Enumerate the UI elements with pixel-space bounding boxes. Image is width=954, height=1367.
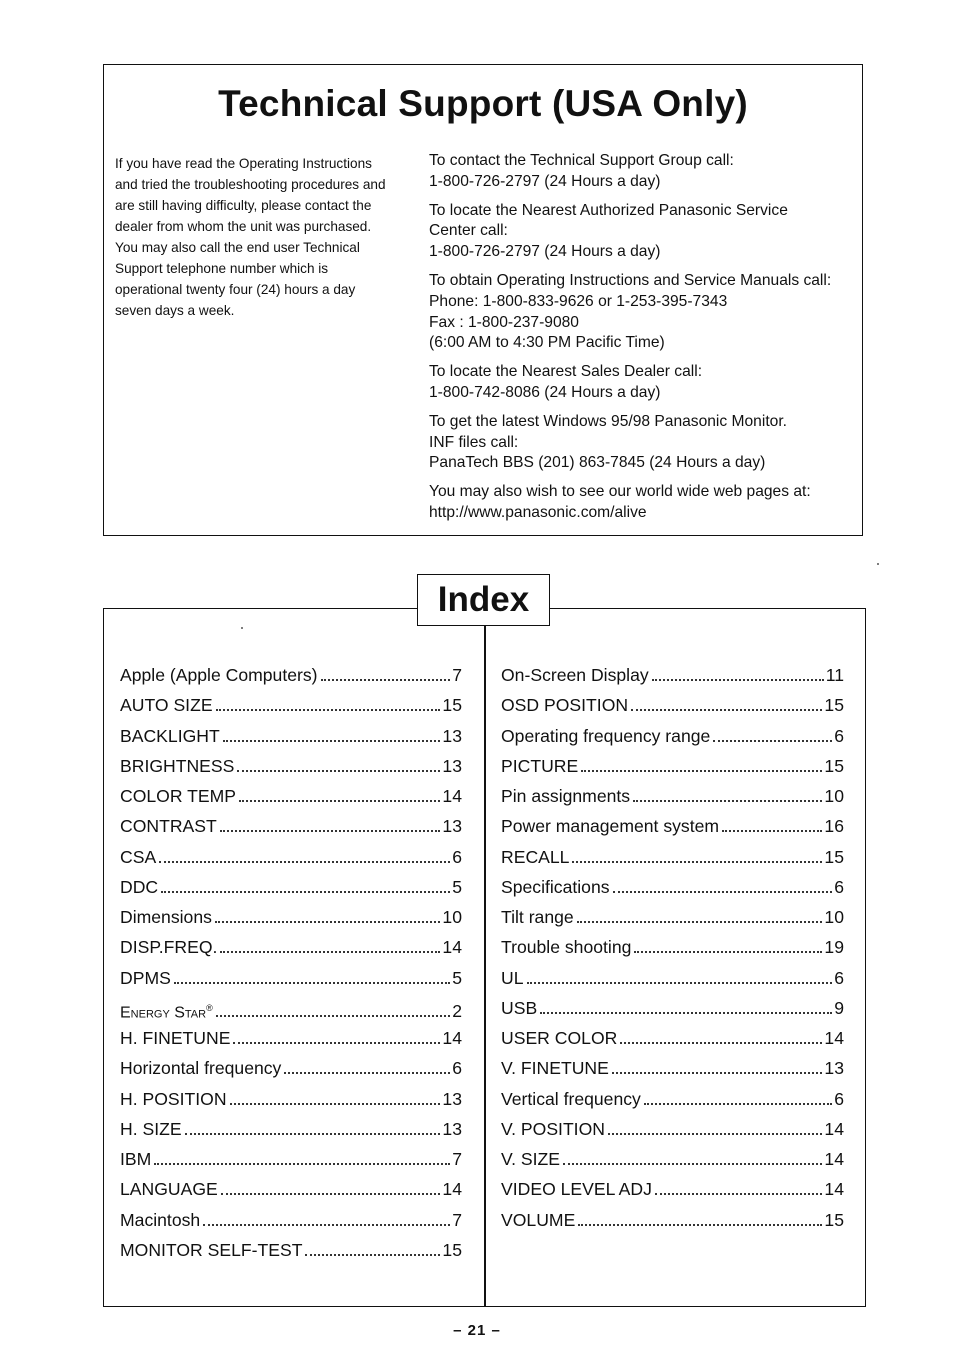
- index-term: [501, 963, 524, 993]
- index-term: [501, 872, 610, 902]
- index-term: [120, 1235, 302, 1265]
- index-page-number: 15: [824, 1209, 844, 1230]
- index-page-number: 14: [442, 786, 462, 806]
- dot-leader: [634, 951, 822, 953]
- dot-leader: [154, 1163, 450, 1165]
- dot-leader: [652, 679, 824, 681]
- index-term-text: Vertical frequency: [501, 1088, 641, 1109]
- index-entry: [501, 751, 844, 781]
- contact-line: http://www.panasonic.com/alive: [429, 503, 647, 521]
- index-page-number: 7: [452, 1209, 462, 1230]
- contact-line: (6:00 AM to 4:30 PM Pacific Time): [429, 334, 665, 352]
- index-term: [501, 751, 578, 781]
- index-entry: [501, 1114, 844, 1144]
- dot-leader: [613, 891, 833, 893]
- intro-line: You may also call the end user Technical: [115, 240, 360, 255]
- dot-leader: [572, 861, 822, 863]
- contact-line: You may also wish to see our world wide web pages at:: [429, 483, 811, 501]
- index-term-text: Apple (Apple Computers): [120, 665, 318, 685]
- index-entry: [501, 842, 844, 872]
- index-page-number: 13: [442, 755, 462, 776]
- index-entry: [120, 1053, 462, 1083]
- index-term: [501, 1174, 652, 1204]
- dot-leader: [216, 709, 441, 711]
- index-entry: [501, 1053, 844, 1083]
- index-term-text: UL: [501, 967, 524, 988]
- index-term: [120, 1053, 281, 1083]
- index-term: [120, 721, 220, 751]
- index-entry: [501, 993, 844, 1023]
- index-term-text: COLOR TEMP: [120, 786, 237, 806]
- dot-leader: [161, 891, 450, 893]
- dot-leader: [321, 679, 451, 681]
- dot-leader: [633, 800, 822, 802]
- index-entry: [501, 872, 844, 902]
- index-term-text: AUTO SIZE: [120, 695, 213, 716]
- contact-line: 1-800-726-2797 (24 Hours a day): [429, 243, 661, 261]
- dot-leader: [174, 982, 450, 984]
- index-entry: [120, 872, 462, 902]
- index-term-text: V. FINETUNE: [501, 1058, 609, 1079]
- index-term-text: H. POSITION: [120, 1088, 227, 1109]
- index-page-number: 5: [452, 876, 462, 897]
- index-term-text: V. POSITION: [501, 1118, 605, 1139]
- contact-block: [429, 151, 859, 193]
- index-term: [120, 842, 156, 872]
- index-entry: [501, 1023, 844, 1053]
- index-entry: [501, 721, 844, 751]
- index-term-text: Operating frequency range: [501, 725, 711, 746]
- dot-leader: [230, 1103, 441, 1105]
- index-term: [120, 902, 212, 932]
- index-term-text: V. SIZE: [501, 1149, 561, 1169]
- index-term: [501, 1114, 605, 1144]
- index-term-text: CONTRAST: [120, 816, 217, 837]
- index-term: [501, 842, 569, 872]
- index-page-number: 6: [452, 846, 462, 867]
- dot-leader: [203, 1224, 450, 1226]
- index-entry: [501, 1205, 844, 1235]
- index-page-number: 10: [442, 907, 462, 927]
- dot-leader: [722, 830, 822, 832]
- index-page-number: 6: [834, 876, 844, 897]
- index-page-number: 15: [824, 846, 844, 867]
- intro-line: are still having difficulty, please contact the: [115, 198, 372, 213]
- dot-leader: [644, 1103, 832, 1105]
- index-entry: [120, 1144, 462, 1174]
- index-page-number: 6: [834, 967, 844, 988]
- index-entry: [120, 993, 462, 1023]
- index-entry: [120, 963, 462, 993]
- index-page-number: 5: [452, 967, 462, 988]
- index-term: [501, 660, 649, 690]
- index-term-text: Energy Star: [120, 1004, 207, 1022]
- dot-leader: [223, 740, 441, 742]
- index-page-number: 13: [442, 1088, 462, 1109]
- dot-leader: [159, 861, 450, 863]
- contact-line: To contact the Technical Support Group call:: [429, 152, 734, 169]
- intro-line: and tried the troubleshooting procedures and: [115, 177, 386, 192]
- contact-line: 1-800-726-2797 (24 Hours a day): [429, 172, 661, 190]
- dot-leader: [215, 921, 441, 923]
- dot-leader: [239, 800, 440, 802]
- index-term: [120, 751, 234, 781]
- contact-line: Phone: 1-800-833-9626 or 1-253-395-7343: [429, 292, 728, 310]
- index-term: [120, 690, 213, 720]
- index-column-divider: [484, 625, 486, 1307]
- index-term-text: Macintosh: [120, 1209, 201, 1230]
- index-entry: [501, 690, 844, 720]
- index-term: [501, 1023, 617, 1053]
- index-page-number: 14: [442, 1028, 462, 1048]
- dot-leader: [713, 740, 832, 742]
- index-page-number: 9: [834, 997, 844, 1018]
- dot-leader: [220, 951, 440, 953]
- index-page-number: 2: [452, 1001, 462, 1022]
- index-term-text: USER COLOR: [501, 1028, 618, 1048]
- index-term-text: H. SIZE: [120, 1118, 182, 1139]
- dot-leader: [216, 1015, 450, 1017]
- index-term: [501, 932, 631, 962]
- index-term: [501, 993, 537, 1023]
- index-page-number: 14: [442, 937, 462, 958]
- intro-line: Support telephone number which is: [115, 261, 329, 276]
- registered-mark: ®: [206, 1002, 213, 1013]
- index-term-text: Trouble shooting: [501, 937, 632, 958]
- index-page-number: 10: [824, 907, 844, 927]
- index-entry: [501, 902, 844, 932]
- index-entry: [501, 781, 844, 811]
- dot-leader: [221, 1193, 441, 1195]
- index-term-text: MONITOR SELF-TEST: [120, 1239, 303, 1260]
- index-entry: [120, 932, 462, 962]
- index-entry: [501, 932, 844, 962]
- contact-line: Fax : 1-800-237-9080: [429, 313, 579, 331]
- index-column-left: [120, 660, 462, 1265]
- index-term-text: Dimensions: [120, 907, 212, 927]
- index-entry: [120, 842, 462, 872]
- dot-leader: [233, 1042, 440, 1044]
- index-page-number: 14: [824, 1028, 844, 1048]
- print-speck: [241, 627, 243, 629]
- technical-support-title: Technical Support (USA Only): [218, 83, 748, 124]
- index-term: [501, 811, 719, 841]
- index-term: [120, 872, 158, 902]
- index-term: [120, 1144, 151, 1174]
- index-entry: [120, 781, 462, 811]
- index-term: [120, 781, 236, 811]
- index-page-number: 13: [824, 1058, 844, 1079]
- index-term-text: On-Screen Display: [501, 665, 649, 685]
- dot-leader: [578, 1224, 822, 1226]
- index-entry: [501, 963, 844, 993]
- support-contacts: [429, 151, 859, 532]
- index-term-text: Horizontal frequency: [120, 1058, 282, 1079]
- index-page-number: 14: [442, 1179, 462, 1200]
- index-page-number: 13: [442, 816, 462, 837]
- dot-leader: [305, 1254, 440, 1256]
- index-term: [501, 1053, 609, 1083]
- support-intro-text: [115, 153, 420, 321]
- index-term-text: DDC: [120, 876, 159, 897]
- dot-leader: [655, 1193, 823, 1195]
- index-term: [501, 902, 574, 932]
- index-entry: [120, 1023, 462, 1053]
- index-page-number: 15: [824, 755, 844, 776]
- dot-leader: [620, 1042, 822, 1044]
- index-term-text: Tilt range: [501, 907, 574, 927]
- index-term-text: Power management system: [501, 816, 720, 837]
- index-term-text: IBM: [120, 1149, 152, 1169]
- dot-leader: [563, 1163, 822, 1165]
- index-page-number: 7: [452, 665, 462, 685]
- index-entry: [120, 811, 462, 841]
- index-term-text: DPMS: [120, 967, 171, 988]
- index-entry: [501, 811, 844, 841]
- index-entry: [120, 902, 462, 932]
- index-page-number: 14: [824, 1118, 844, 1139]
- intro-line: seven days a week.: [115, 303, 235, 318]
- index-page-number: 15: [442, 695, 462, 716]
- index-entry: [120, 660, 462, 690]
- index-term-text: PICTURE: [501, 755, 579, 776]
- index-term-text: LANGUAGE: [120, 1179, 218, 1200]
- contact-line: To locate the Nearest Sales Dealer call:: [429, 363, 703, 381]
- index-entry: [120, 1174, 462, 1204]
- index-page-number: 16: [824, 816, 844, 837]
- index-page-number: 6: [834, 1088, 844, 1109]
- dot-leader: [237, 770, 440, 772]
- index-term-text: DISP.FREQ.: [120, 937, 218, 958]
- index-term: [120, 660, 318, 690]
- intro-line: If you have read the Operating Instructions: [115, 156, 372, 171]
- index-entry: [120, 690, 462, 720]
- dot-leader: [220, 830, 441, 832]
- index-entry: [120, 1114, 462, 1144]
- index-page-number: 10: [824, 786, 844, 806]
- dot-leader: [631, 709, 822, 711]
- dot-leader: [581, 770, 822, 772]
- contact-line: Center call:: [429, 222, 508, 240]
- contact-line: To obtain Operating Instructions and Service Manuals call:: [429, 271, 832, 289]
- index-term-text: BACKLIGHT: [120, 725, 220, 746]
- index-page-number: 15: [824, 695, 844, 716]
- index-title: Index: [417, 574, 550, 626]
- contact-line: 1-800-742-8086 (24 Hours a day): [429, 383, 661, 401]
- dot-leader: [527, 982, 833, 984]
- index-term: [120, 1114, 182, 1144]
- index-term-text: BRIGHTNESS: [120, 755, 235, 776]
- index-page-number: 6: [834, 725, 844, 746]
- index-page-number: 13: [442, 1118, 462, 1139]
- dot-leader: [577, 921, 823, 923]
- contact-block: [429, 201, 859, 263]
- contact-line: To locate the Nearest Authorized Panasonic Service: [429, 201, 788, 219]
- index-term: [501, 721, 710, 751]
- contact-block: [429, 271, 859, 354]
- index-term: [120, 1174, 218, 1204]
- index-page-number: 19: [824, 937, 844, 958]
- index-term: [120, 811, 217, 841]
- index-term-text: VOLUME: [501, 1209, 576, 1230]
- index-term: [501, 1205, 575, 1235]
- index-page-number: 13: [442, 725, 462, 746]
- index-term-text: H. FINETUNE: [120, 1028, 231, 1048]
- index-term: [501, 781, 630, 811]
- dot-leader: [185, 1133, 441, 1135]
- index-entry: [120, 1205, 462, 1235]
- contact-line: To get the latest Windows 95/98 Panasonic Monitor.: [429, 412, 787, 430]
- contact-block: [429, 362, 859, 404]
- dot-leader: [612, 1072, 823, 1074]
- dot-leader: [540, 1012, 832, 1014]
- index-term-text: Specifications: [501, 876, 610, 897]
- contact-line: INF files call:: [429, 433, 519, 451]
- index-entry: [501, 1174, 844, 1204]
- contact-block: [429, 482, 859, 524]
- index-term: [120, 1205, 200, 1235]
- index-term: [120, 963, 171, 993]
- index-term-text: RECALL: [501, 846, 570, 867]
- index-page-number: 7: [452, 1149, 462, 1169]
- index-term-text: CSA: [120, 846, 157, 867]
- index-term-text: OSD POSITION: [501, 695, 629, 716]
- index-page-number: 11: [825, 665, 844, 685]
- index-entry: [501, 1144, 844, 1174]
- page-number: – 21 –: [453, 1322, 501, 1339]
- index-entry: [501, 660, 844, 690]
- index-page-number: 6: [452, 1058, 462, 1079]
- index-column-right: [501, 660, 844, 1235]
- contact-block: [429, 412, 859, 474]
- intro-line: operational twenty four (24) hours a day: [115, 282, 356, 297]
- index-term: [120, 932, 217, 962]
- index-term-text: USB: [501, 997, 538, 1018]
- dot-leader: [608, 1133, 822, 1135]
- index-entry: [120, 751, 462, 781]
- contact-line: PanaTech BBS (201) 863-7845 (24 Hours a day): [429, 454, 766, 472]
- index-term-text: VIDEO LEVEL ADJ: [501, 1179, 652, 1200]
- print-speck: [877, 563, 879, 565]
- intro-line: dealer from whom the unit was purchased.: [115, 219, 372, 234]
- index-term: [120, 1023, 230, 1053]
- index-term: [501, 1144, 560, 1174]
- index-page-number: 15: [442, 1239, 462, 1260]
- index-entry: [120, 721, 462, 751]
- index-page-number: 14: [824, 1149, 844, 1169]
- dot-leader: [284, 1072, 450, 1074]
- index-entry: [501, 1084, 844, 1114]
- index-term-text: Pin assignments: [501, 786, 631, 806]
- technical-support-box: [103, 64, 863, 536]
- index-entry: [120, 1235, 462, 1265]
- index-term: [501, 690, 628, 720]
- index-term: [501, 1084, 641, 1114]
- index-page-number: 14: [824, 1179, 844, 1200]
- index-entry: [120, 1084, 462, 1114]
- index-term: [120, 1084, 227, 1114]
